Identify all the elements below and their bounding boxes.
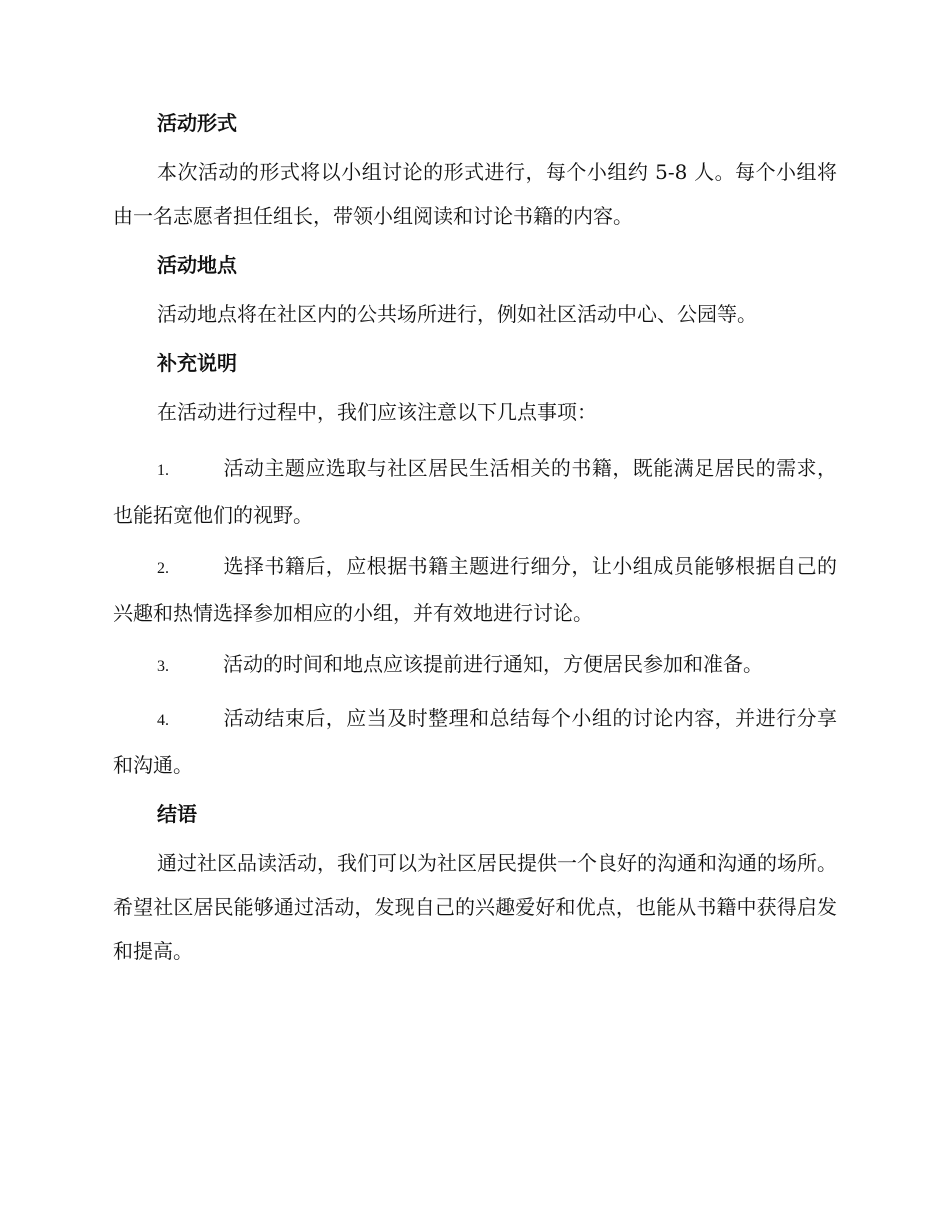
- notes-intro: 在活动进行过程中，我们应该注意以下几点事项：: [157, 400, 597, 424]
- format-paragraph: 本次活动的形式将以小组讨论的形式进行，每个小组约 5-8 人。每个小组将由一名志愿者担任组长，带领小组阅读和讨论书籍的内容。: [113, 160, 837, 228]
- list-item-number: 1.: [157, 462, 169, 479]
- section-heading-notes: 补充说明: [157, 351, 237, 375]
- section-heading-conclusion: 结语: [157, 802, 197, 826]
- conclusion-paragraph: 通过社区品读活动，我们可以为社区居民提供一个良好的沟通和沟通的场所。希望社区居民能够通过活动，发现自己的兴趣爱好和优点，也能从书籍中获得启发和提高。: [113, 851, 837, 963]
- location-paragraph: 活动地点将在社区内的公共场所进行，例如社区活动中心、公园等。: [157, 302, 757, 326]
- list-item-text: 选择书籍后，应根据书籍主题进行细分，让小组成员能够根据自己的兴趣和热情选择参加相应的小组，并有效地进行讨论。: [113, 554, 837, 625]
- document-page: [113, 108, 837, 973]
- list-item-number: 3.: [157, 658, 169, 675]
- list-item-number: 4.: [157, 712, 169, 729]
- list-item: [113, 446, 837, 537]
- section-heading-location: 活动地点: [157, 253, 237, 277]
- list-item-number: 2.: [157, 560, 169, 577]
- list-item: [113, 642, 837, 689]
- list-item-text: 活动结束后，应当及时整理和总结每个小组的讨论内容，并进行分享和沟通。: [113, 706, 837, 777]
- section-heading-format: 活动形式: [157, 111, 237, 135]
- list-item: [113, 696, 837, 787]
- list-item: [113, 544, 837, 635]
- list-item-text: 活动的时间和地点应该提前进行通知，方便居民参加和准备。: [223, 652, 763, 676]
- list-item-text: 活动主题应选取与社区居民生活相关的书籍，既能满足居民的需求，也能拓宽他们的视野。: [113, 456, 837, 527]
